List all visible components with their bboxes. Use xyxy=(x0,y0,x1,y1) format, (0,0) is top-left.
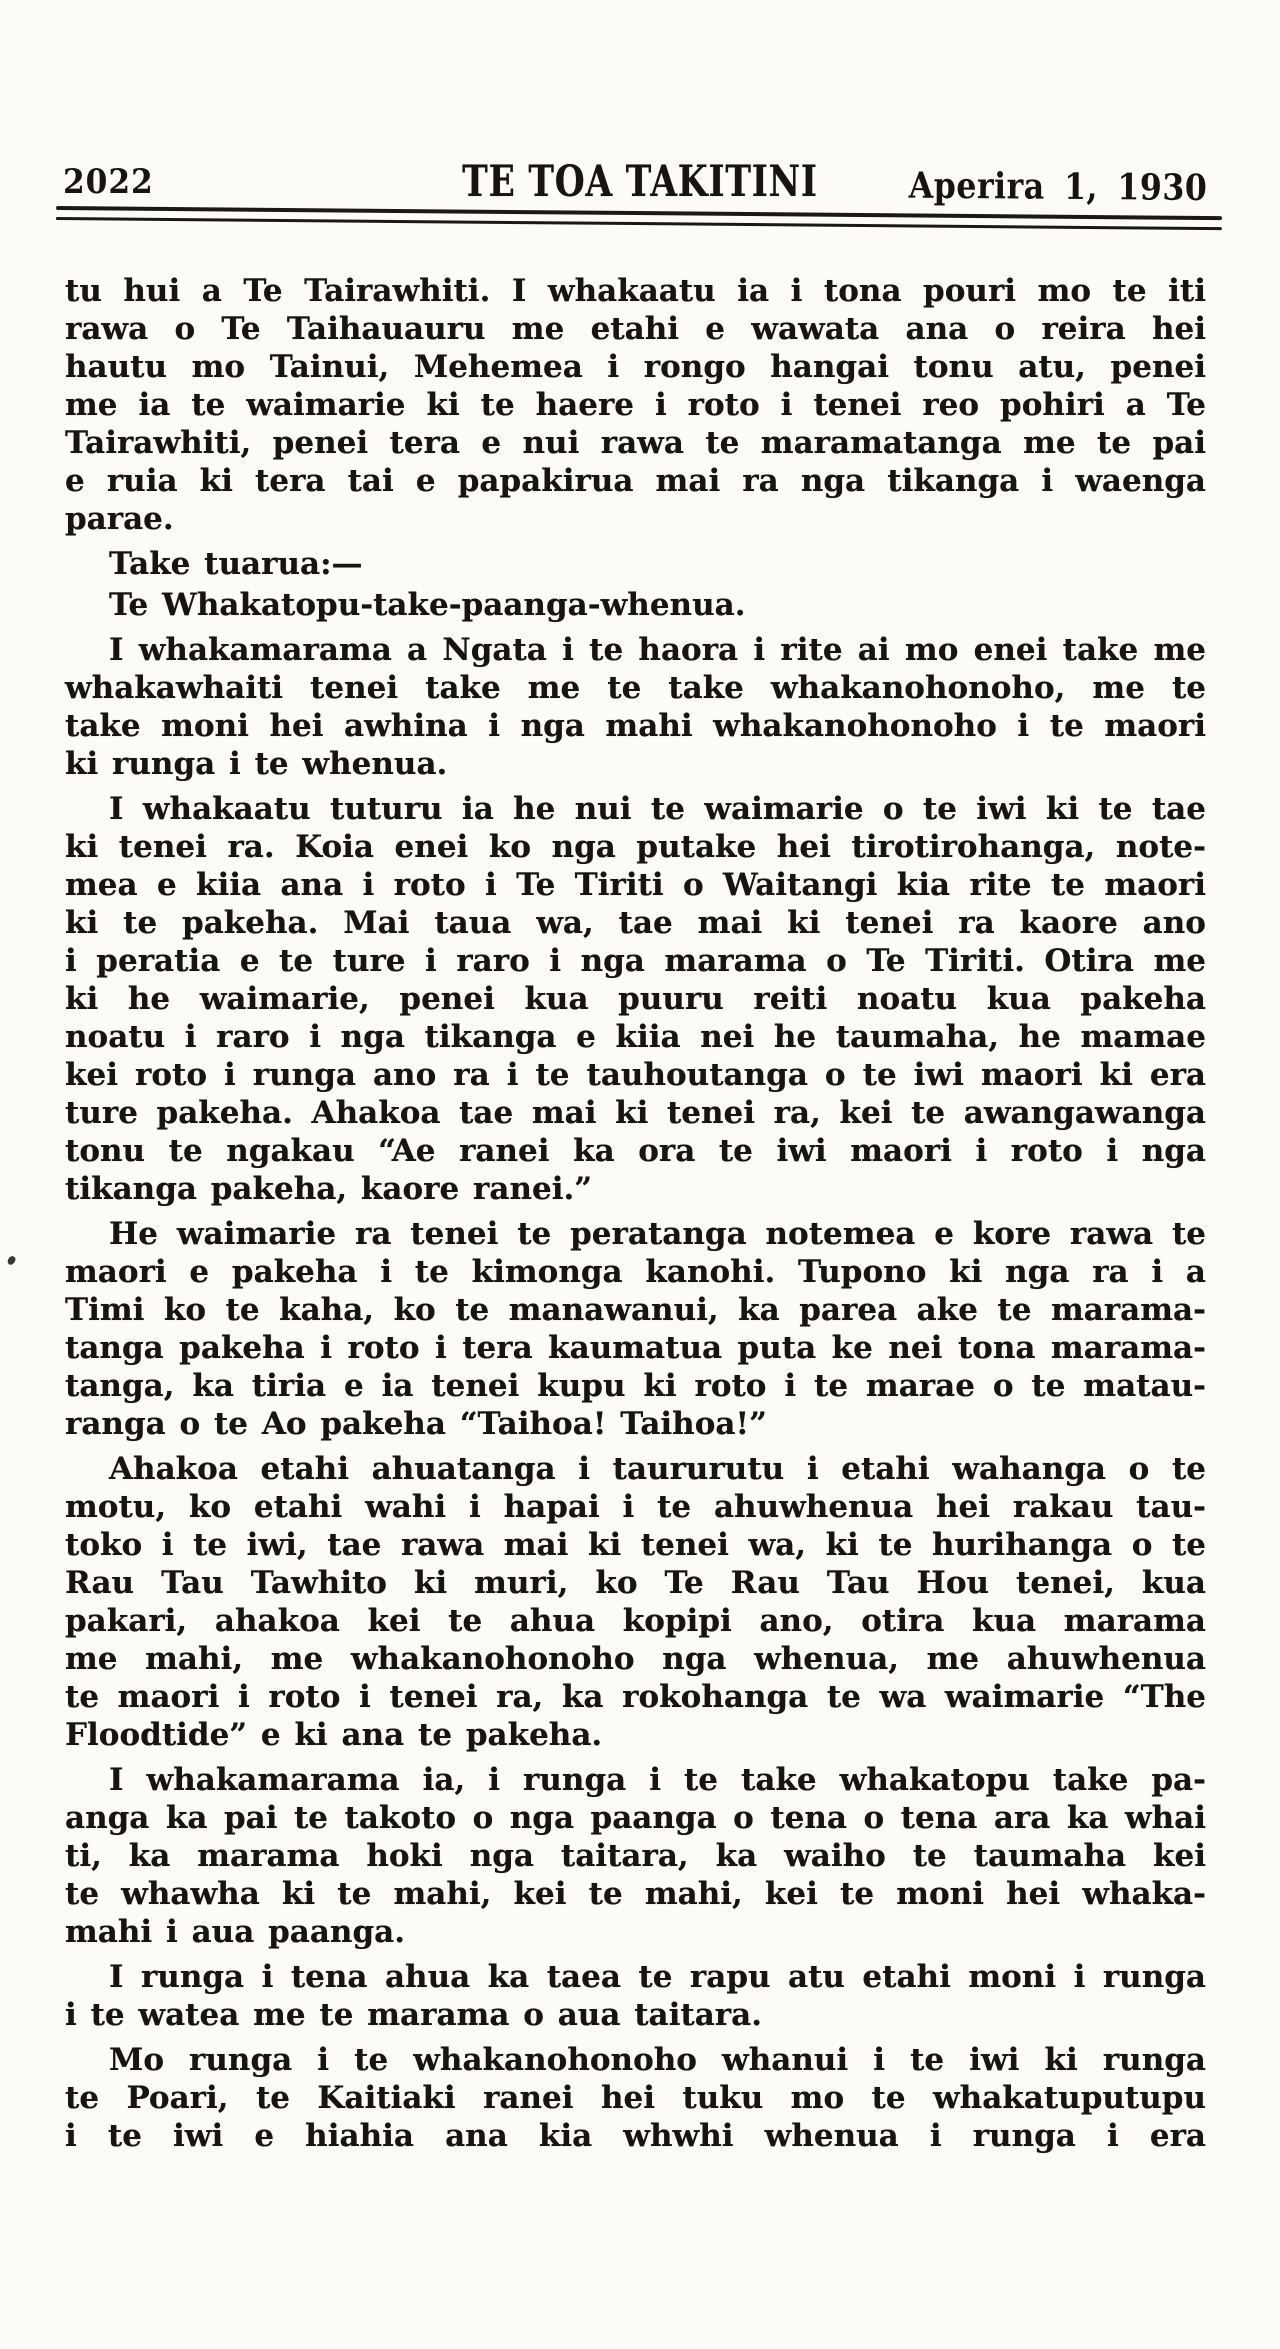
text-line: Take tuarua:— xyxy=(109,546,363,582)
text-line: rawa o Te Taihauauru me etahi e wawata ana o reira hei xyxy=(65,311,1206,347)
text-line: te whawha ki te mahi, kei te mahi, kei te moni hei whaka- xyxy=(65,1876,1206,1912)
paragraph xyxy=(65,1958,1206,2034)
section-heading xyxy=(65,545,1206,583)
paragraph xyxy=(65,272,1206,538)
paragraph xyxy=(65,631,1206,783)
text-line: I whakaatu tuturu ia he nui te waimarie o te iwi ki te tae xyxy=(109,791,1206,827)
text-line: ture pakeha. Ahakoa tae mai ki tenei ra, kei te awangawanga xyxy=(65,1095,1206,1131)
text-line: me mahi, me whakanohonoho nga whenua, me ahuwhenua xyxy=(65,1641,1206,1677)
text-line: te Poari, te Kaitiaki ranei hei tuku mo te whakatuputupu xyxy=(65,2080,1206,2116)
text-line: i te iwi e hiahia ana kia whwhi whenua i runga i era xyxy=(65,2118,1206,2154)
text-line: I runga i tena ahua ka taea te rapu atu etahi moni i runga xyxy=(109,1959,1206,1995)
text-line: I whakamarama a Ngata i te haora i rite ai mo enei take me xyxy=(109,632,1206,668)
text-line: Tairawhiti, penei tera e nui rawa te maramatanga me te pai xyxy=(65,425,1206,461)
text-line: i te watea me te marama o aua taitara. xyxy=(65,1997,763,2033)
issue-date: Aperira 1, 1930 xyxy=(908,164,1208,209)
paragraph xyxy=(65,1450,1206,1754)
text-line: anga ka pai te takoto o nga paanga o tena o tena ara ka whai xyxy=(65,1800,1206,1836)
text-line: tonu te ngakau “Ae ranei ka ora te iwi maori i roto i nga xyxy=(65,1133,1206,1169)
text-line: Ahakoa etahi ahuatanga i taururutu i etahi wahanga o te xyxy=(109,1451,1206,1487)
text-line: Mo runga i te whakanohonoho whanui i te iwi ki runga xyxy=(109,2042,1206,2078)
text-line: pakari, ahakoa kei te ahua kopipi ano, otira kua marama xyxy=(65,1603,1206,1639)
text-line: parae. xyxy=(65,501,174,537)
text-line: i peratia e te ture i raro i nga marama o Te Tiriti. Otira me xyxy=(65,943,1206,979)
text-line: Te Whakatopu-take-paanga-whenua. xyxy=(109,587,746,623)
text-line: ti, ka marama hoki nga taitara, ka waiho te taumaha kei xyxy=(65,1838,1206,1874)
text-line: e ruia ki tera tai e papakirua mai ra nga tikanga i waenga xyxy=(65,463,1206,499)
text-line: ki runga i te whenua. xyxy=(65,746,448,782)
article-body xyxy=(65,272,1206,2155)
paragraph xyxy=(65,1215,1206,1443)
text-line: take moni hei awhina i nga mahi whakanohonoho i te maori xyxy=(65,708,1206,744)
text-line: kei roto i runga ano ra i te tauhoutanga o te iwi maori ki era xyxy=(65,1057,1206,1093)
masthead-title: TE TOA TAKITINI xyxy=(462,157,818,207)
paragraph xyxy=(65,1761,1206,1951)
text-line: te maori i roto i tenei ra, ka rokohanga te wa waimarie “The xyxy=(65,1679,1206,1715)
text-line: ranga o te Ao pakeha “Taihoa! Taihoa!” xyxy=(65,1406,767,1442)
text-line: maori e pakeha i te kimonga kanohi. Tupono ki nga ra i a xyxy=(65,1254,1206,1290)
paragraph xyxy=(65,790,1206,1208)
page-number: 2022 xyxy=(63,162,154,202)
rule-bottom xyxy=(56,217,1222,230)
text-line: whakawhaiti tenei take me te take whakanohonoho, me te xyxy=(65,670,1206,706)
text-line: I whakamarama ia, i runga i te take whakatopu take pa- xyxy=(109,1762,1206,1798)
text-line: ki he waimarie, penei kua puuru reiti noatu kua pakeha xyxy=(65,981,1206,1017)
ink-speck xyxy=(6,1255,16,1266)
text-line: He waimarie ra tenei te peratanga notemea e kore rawa te xyxy=(109,1216,1206,1252)
text-line: motu, ko etahi wahi i hapai i te ahuwhenua hei rakau tau- xyxy=(65,1489,1206,1525)
text-line: Timi ko te kaha, ko te manawanui, ka parea ake te marama- xyxy=(65,1292,1206,1328)
header-double-rule xyxy=(56,206,1222,230)
text-line: tanga pakeha i roto i tera kaumatua puta ke nei tona marama- xyxy=(65,1330,1206,1366)
text-line: Floodtide” e ki ana te pakeha. xyxy=(65,1717,603,1753)
text-line: ki tenei ra. Koia enei ko nga putake hei tirotirohanga, note- xyxy=(65,829,1206,865)
text-line: tikanga pakeha, kaore ranei.” xyxy=(65,1171,593,1207)
text-line: mea e kiia ana i roto i Te Tiriti o Waitangi kia rite te maori xyxy=(65,867,1206,903)
text-line: me ia te waimarie ki te haere i roto i tenei reo pohiri a Te xyxy=(65,387,1206,423)
text-line: mahi i aua paanga. xyxy=(65,1914,406,1950)
text-line: hautu mo Tainui, Mehemea i rongo hangai tonu atu, penei xyxy=(65,349,1206,385)
section-heading xyxy=(65,586,1206,624)
text-line: noatu i raro i nga tikanga e kiia nei he taumaha, he mamae xyxy=(65,1019,1206,1055)
text-line: tu hui a Te Tairawhiti. I whakaatu ia i tona pouri mo te iti xyxy=(65,273,1206,309)
paragraph xyxy=(65,2041,1206,2155)
text-line: toko i te iwi, tae rawa mai ki tenei wa, ki te hurihanga o te xyxy=(65,1527,1206,1563)
text-line: tanga, ka tiria e ia tenei kupu ki roto i te marae o te matau- xyxy=(65,1368,1206,1404)
text-line: ki te pakeha. Mai taua wa, tae mai ki tenei ra kaore ano xyxy=(65,905,1206,941)
text-line: Rau Tau Tawhito ki muri, ko Te Rau Tau Hou tenei, kua xyxy=(65,1565,1206,1601)
